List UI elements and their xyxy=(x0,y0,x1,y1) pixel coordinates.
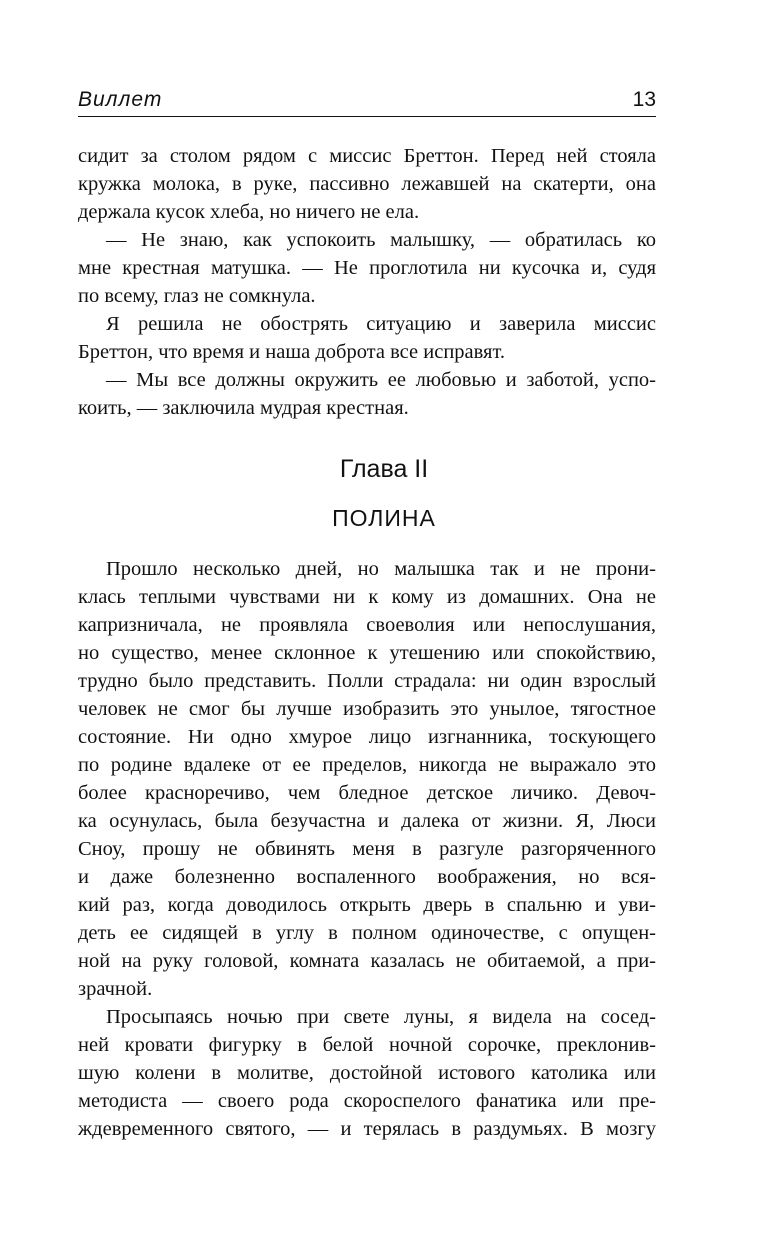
text-line: мне крестная матушка. — Не проглотила ни кусочка и, судя xyxy=(78,257,656,279)
text-line: методиста — своего рода скороспелого фанатика или пре- xyxy=(78,1090,656,1112)
text-line: по всему, глаз не сомкнула. xyxy=(78,285,316,307)
text-line: и даже болезненно воспаленного воображения, но вся- xyxy=(78,866,656,888)
text-line: более красноречиво, чем бледное детское личико. Девоч- xyxy=(78,782,656,804)
text-line: Бреттон, что время и наша доброта все исправят. xyxy=(78,341,506,363)
text-line: трудно было представить. Полли страдала: ни один взрослый xyxy=(78,670,656,692)
text-line: ной на руку головой, комната казалась не обитаемой, а при- xyxy=(78,950,656,972)
text-line: по родине вдалеке от ее пределов, никогда не выражало это xyxy=(78,754,656,776)
running-head xyxy=(78,86,656,117)
text-line: — Не знаю, как успокоить малышку, — обратилась ко xyxy=(106,229,656,251)
text-line: человек не смог бы лучше изобразить это унылое, тягостное xyxy=(78,698,656,720)
text-line: кий раз, когда доводилось открыть дверь в спальню и уви- xyxy=(78,894,656,916)
text-line: Я решила не обострять ситуацию и заверила миссис xyxy=(106,313,656,335)
text-line: клась теплыми чувствами ни к кому из домашних. Она не xyxy=(78,586,656,608)
text-line: состояние. Ни одно хмурое лицо изгнанника, тоскующего xyxy=(78,726,656,748)
text-line: кружка молока, в руке, пассивно лежавшей на скатерти, она xyxy=(78,173,656,195)
text-line: капризничала, не проявляла своеволия или непослушания, xyxy=(78,614,656,636)
text-line: ждевременного святого, — и терялась в раздумьях. В мозгу xyxy=(78,1118,656,1140)
text-line: держала кусок хлеба, но ничего не ела. xyxy=(78,201,420,223)
text-line: зрачной. xyxy=(78,978,153,1000)
text-line: — Мы все должны окружить ее любовью и заботой, успо- xyxy=(106,369,656,391)
text-line: коить, — заключила мудрая крестная. xyxy=(78,397,409,419)
text-line: Сноу, прошу не обвинять меня в разгуле разгоряченного xyxy=(78,838,656,860)
text-line: ка осунулась, была безучастна и далека от жизни. Я, Люси xyxy=(78,810,656,832)
text-line: сидит за столом рядом с миссис Бреттон. Перед ней стояла xyxy=(78,145,656,167)
text-line: Просыпаясь ночью при свете луны, я видела на сосед- xyxy=(106,1006,656,1028)
text-line: шую колени в молитве, достойной истового католика или xyxy=(78,1062,656,1084)
chapter-number: Глава II xyxy=(339,455,429,483)
text-line: ней кровати фигурку в белой ночной сорочке, преклонив- xyxy=(78,1034,656,1056)
text-line: деть ее сидящей в углу в полном одиночестве, с опущен- xyxy=(78,922,656,944)
chapter-title: ПОЛИНА xyxy=(332,505,436,531)
book-title: Виллет xyxy=(78,88,163,111)
page-number: 13 xyxy=(632,88,656,111)
text-line: Прошло несколько дней, но малышка так и не прони- xyxy=(106,558,656,580)
text-line: но существо, менее склонное к утешению или спокойствию, xyxy=(78,642,656,664)
